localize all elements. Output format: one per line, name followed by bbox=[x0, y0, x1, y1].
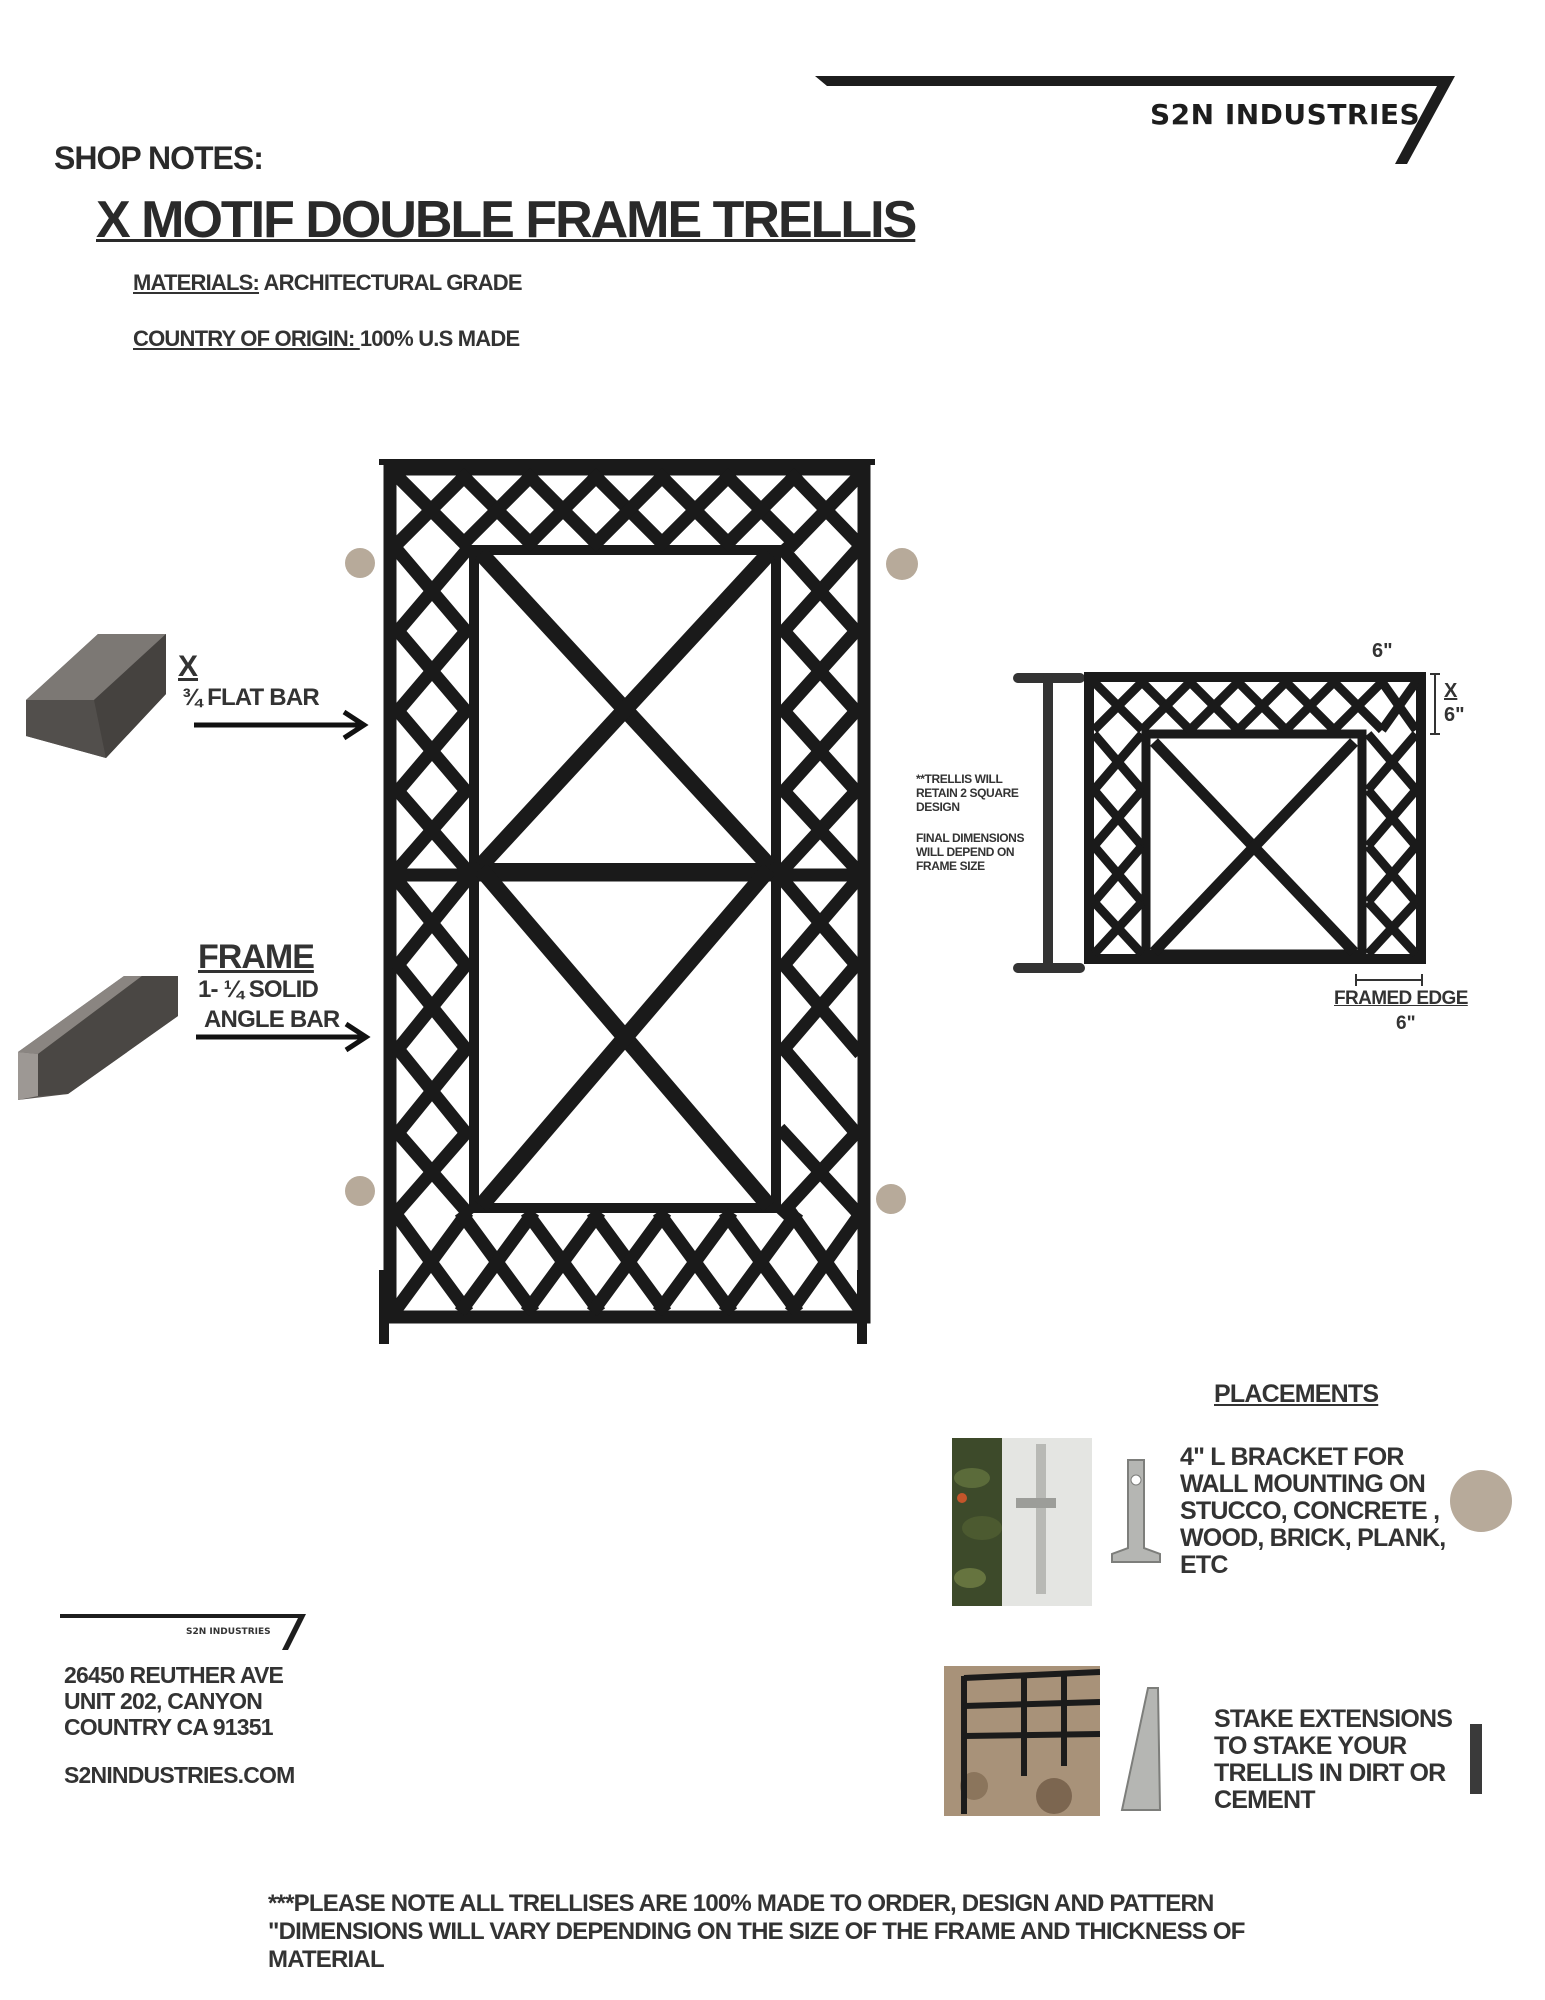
origin-value: 100% U.S MADE bbox=[359, 326, 520, 351]
footer-note bbox=[268, 1890, 1328, 1974]
materials-value: ARCHITECTURAL GRADE bbox=[259, 270, 522, 295]
angle-bar-size: 1- ¼ SOLID bbox=[198, 976, 319, 1003]
brand-name: S2N INDUSTRIES bbox=[1150, 98, 1421, 131]
dimension-note: FINAL DIMENSIONS WILL DEPEND ON FRAME SIZE bbox=[916, 831, 1025, 873]
angle-bar-photo bbox=[14, 976, 182, 1134]
footer-note-line2: "DIMENSIONS WILL VARY DEPENDING ON THE SIZE OF THE FRAME AND THICKNESS OF MATERIAL bbox=[268, 1918, 1245, 1973]
origin-label: COUNTRY OF ORIGIN: bbox=[133, 326, 360, 351]
detail-width-label: 6" bbox=[1372, 640, 1393, 662]
shop-notes-label: SHOP NOTES: bbox=[54, 140, 263, 176]
angle-bar-label: ANGLE BAR bbox=[204, 1006, 340, 1033]
trellis-drawing bbox=[370, 455, 890, 1345]
angle-bar-arrow bbox=[196, 1020, 376, 1054]
page-title: X MOTIF DOUBLE FRAME TRELLIS bbox=[96, 191, 916, 249]
placements-title: PLACEMENTS bbox=[1214, 1380, 1379, 1408]
framed-edge-marker bbox=[1354, 972, 1424, 988]
footer-brand-name: S2N INDUSTRIES bbox=[186, 1627, 271, 1637]
stake-description: STAKE EXTENSIONS TO STAKE YOUR TRELLIS IN DIRT OR CEMENT bbox=[1214, 1705, 1453, 1814]
stake-marker bbox=[1470, 1724, 1482, 1794]
wall-mount-point-icon bbox=[1450, 1470, 1512, 1532]
framed-edge-label: FRAMED EDGE bbox=[1334, 988, 1468, 1009]
framed-edge-size: 6" bbox=[1396, 1013, 1416, 1034]
flat-bar-photo bbox=[12, 628, 170, 766]
detail-height-bracket bbox=[1010, 670, 1090, 976]
detail-x-label: X bbox=[1444, 680, 1458, 702]
stake-photo bbox=[944, 1666, 1100, 1816]
footer-note-line1: ***PLEASE NOTE ALL TRELLISES ARE 100% MADE TO ORDER, DESIGN AND PATTERN bbox=[268, 1890, 1214, 1917]
company-website: S2NINDUSTRIES.COM bbox=[64, 1762, 295, 1788]
flat-bar-label: ¾ FLAT BAR bbox=[182, 684, 319, 711]
trellis-detail-drawing bbox=[1080, 668, 1430, 968]
materials-label: MATERIALS: bbox=[133, 270, 260, 295]
detail-side-bracket bbox=[1428, 672, 1442, 736]
flat-bar-arrow bbox=[194, 708, 374, 742]
flat-bar-x-label: X bbox=[178, 650, 199, 683]
company-address: 26450 REUTHER AVE UNIT 202, CANYON COUNTRY CA 91351 bbox=[64, 1662, 284, 1740]
wall-mount-photo bbox=[952, 1438, 1092, 1606]
footer-brand-bar bbox=[60, 1612, 310, 1652]
mount-point-bottom-right bbox=[876, 1184, 906, 1214]
design-note: **TRELLIS WILL RETAIN 2 SQUARE DESIGN bbox=[916, 772, 1019, 814]
origin-line bbox=[133, 326, 519, 352]
mount-point-bottom-left bbox=[345, 1176, 375, 1206]
stake-extension-icon bbox=[1118, 1686, 1168, 1814]
l-bracket-icon bbox=[1104, 1458, 1164, 1564]
frame-label: FRAME bbox=[198, 938, 314, 976]
materials-line bbox=[133, 270, 522, 296]
mount-point-top-right bbox=[886, 548, 918, 580]
detail-side-label: 6" bbox=[1444, 704, 1465, 726]
mount-point-top-left bbox=[345, 548, 375, 578]
wall-bracket-description: 4" L BRACKET FOR WALL MOUNTING ON STUCCO, CONCRETE , WOOD, BRICK, PLANK, ETC bbox=[1180, 1443, 1446, 1579]
